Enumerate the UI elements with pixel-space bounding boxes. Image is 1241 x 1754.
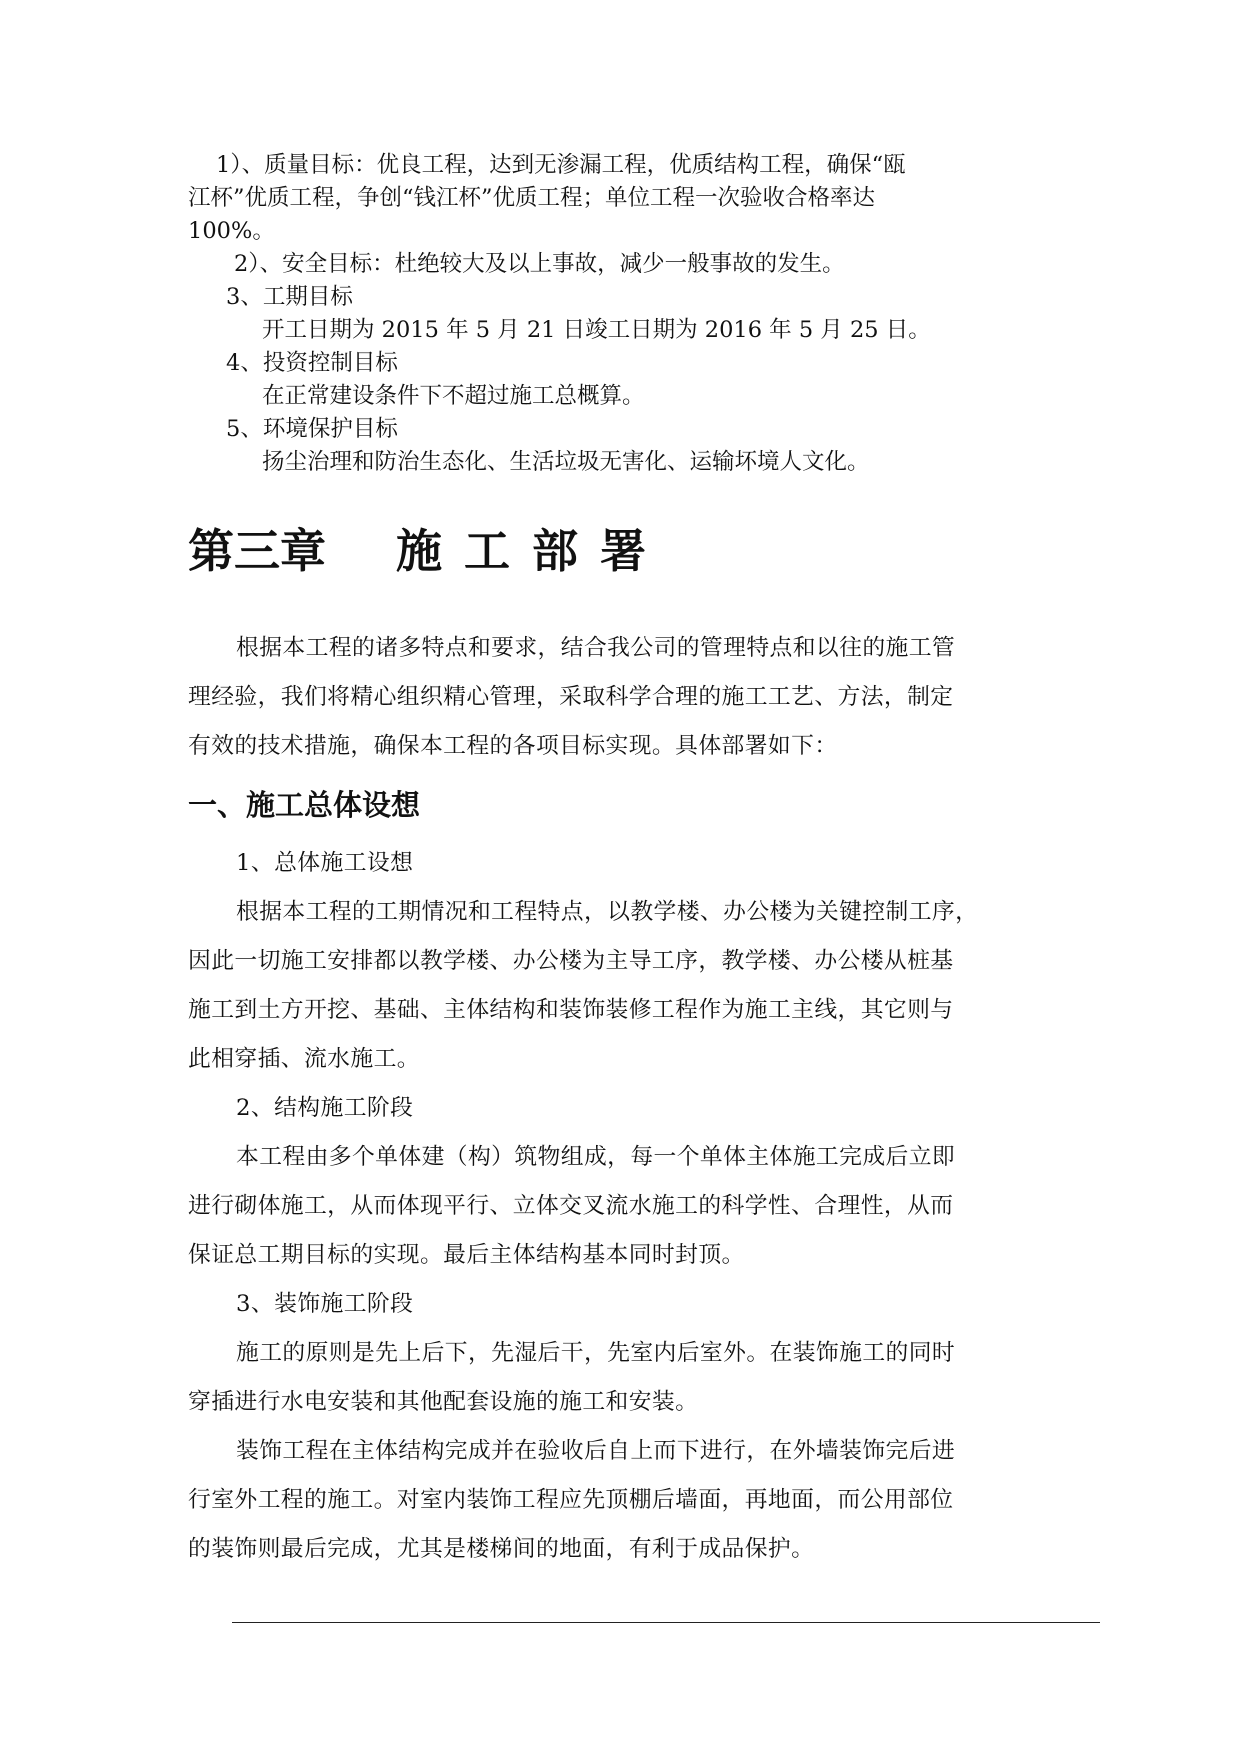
intro-line-1: 根据本工程的诸多特点和要求，结合我公司的管理特点和以往的施工管: [236, 635, 956, 661]
footer-divider: [232, 1622, 1100, 1623]
subsection-3-para-a-line-2: 穿插进行水电安装和其他配套设施的施工和安装。: [188, 1389, 699, 1415]
quality-goal-line-1: 1）、质量目标：优良工程，达到无渗漏工程，优质结构工程，确保“瓯: [216, 152, 906, 178]
intro-line-2: 理经验，我们将精心组织精心管理，采取科学合理的施工工艺、方法，制定: [188, 684, 954, 710]
subsection-2-line-2: 进行砌体施工，从而体现平行、立体交叉流水施工的科学性、合理性，从而: [188, 1193, 954, 1219]
subsection-1-line-1: 根据本工程的工期情况和工程特点，以教学楼、办公楼为关键控制工序，: [236, 899, 979, 925]
subsection-1-line-2: 因此一切施工安排都以教学楼、办公楼为主导工序，教学楼、办公楼从桩基: [188, 948, 954, 974]
subsection-1-title: 1、总体施工设想: [236, 850, 414, 876]
subsection-3-para-b-line-1: 装饰工程在主体结构完成并在验收后自上而下进行，在外墙装饰完后进: [236, 1438, 956, 1464]
subsection-3-title: 3、装饰施工阶段: [236, 1291, 414, 1317]
investment-goal-title: 4、投资控制目标: [226, 350, 398, 376]
quality-goal-line-2: 江杯”优质工程，争创“钱江杯”优质工程；单位工程一次验收合格率达: [188, 185, 876, 211]
environment-goal-text: 扬尘治理和防治生态化、生活垃圾无害化、运输坏境人文化。: [262, 449, 870, 475]
intro-line-3: 有效的技术措施，确保本工程的各项目标实现。具体部署如下：: [188, 733, 838, 759]
subsection-1-line-3: 施工到土方开挖、基础、主体结构和装饰装修工程作为施工主线，其它则与: [188, 997, 954, 1023]
subsection-3-para-b-line-2: 行室外工程的施工。对室内装饰工程应先顶棚后墙面，再地面，而公用部位: [188, 1487, 954, 1513]
subsection-2-line-1: 本工程由多个单体建（构）筑物组成，每一个单体主体施工完成后立即: [236, 1144, 956, 1170]
subsection-2-line-3: 保证总工期目标的实现。最后主体结构基本同时封顶。: [188, 1242, 745, 1268]
environment-goal-title: 5、环境保护目标: [226, 416, 398, 442]
schedule-goal-text: 开工日期为 2015 年 5 月 21 日竣工日期为 2016 年 5 月 25 日。: [262, 317, 931, 343]
subsection-3-para-b-line-3: 的装饰则最后完成，尤其是楼梯间的地面，有利于成品保护。: [188, 1536, 815, 1562]
chapter-title: 施工部署: [396, 524, 668, 578]
chapter-number: 第三章: [188, 524, 326, 578]
subsection-3-para-a-line-1: 施工的原则是先上后下，先湿后干，先室内后室外。在装饰施工的同时: [236, 1340, 956, 1366]
chapter-heading: [188, 524, 668, 578]
quality-goal-line-3: 100%。: [188, 218, 275, 244]
subsection-2-title: 2、结构施工阶段: [236, 1095, 414, 1121]
section-heading: 一、施工总体设想: [188, 788, 421, 822]
schedule-goal-title: 3、工期目标: [226, 284, 353, 310]
investment-goal-text: 在正常建设条件下不超过施工总概算。: [262, 383, 645, 409]
subsection-1-line-4: 此相穿插、流水施工。: [188, 1046, 420, 1072]
safety-goal: 2）、安全目标：杜绝较大及以上事故，减少一般事故的发生。: [234, 251, 845, 277]
